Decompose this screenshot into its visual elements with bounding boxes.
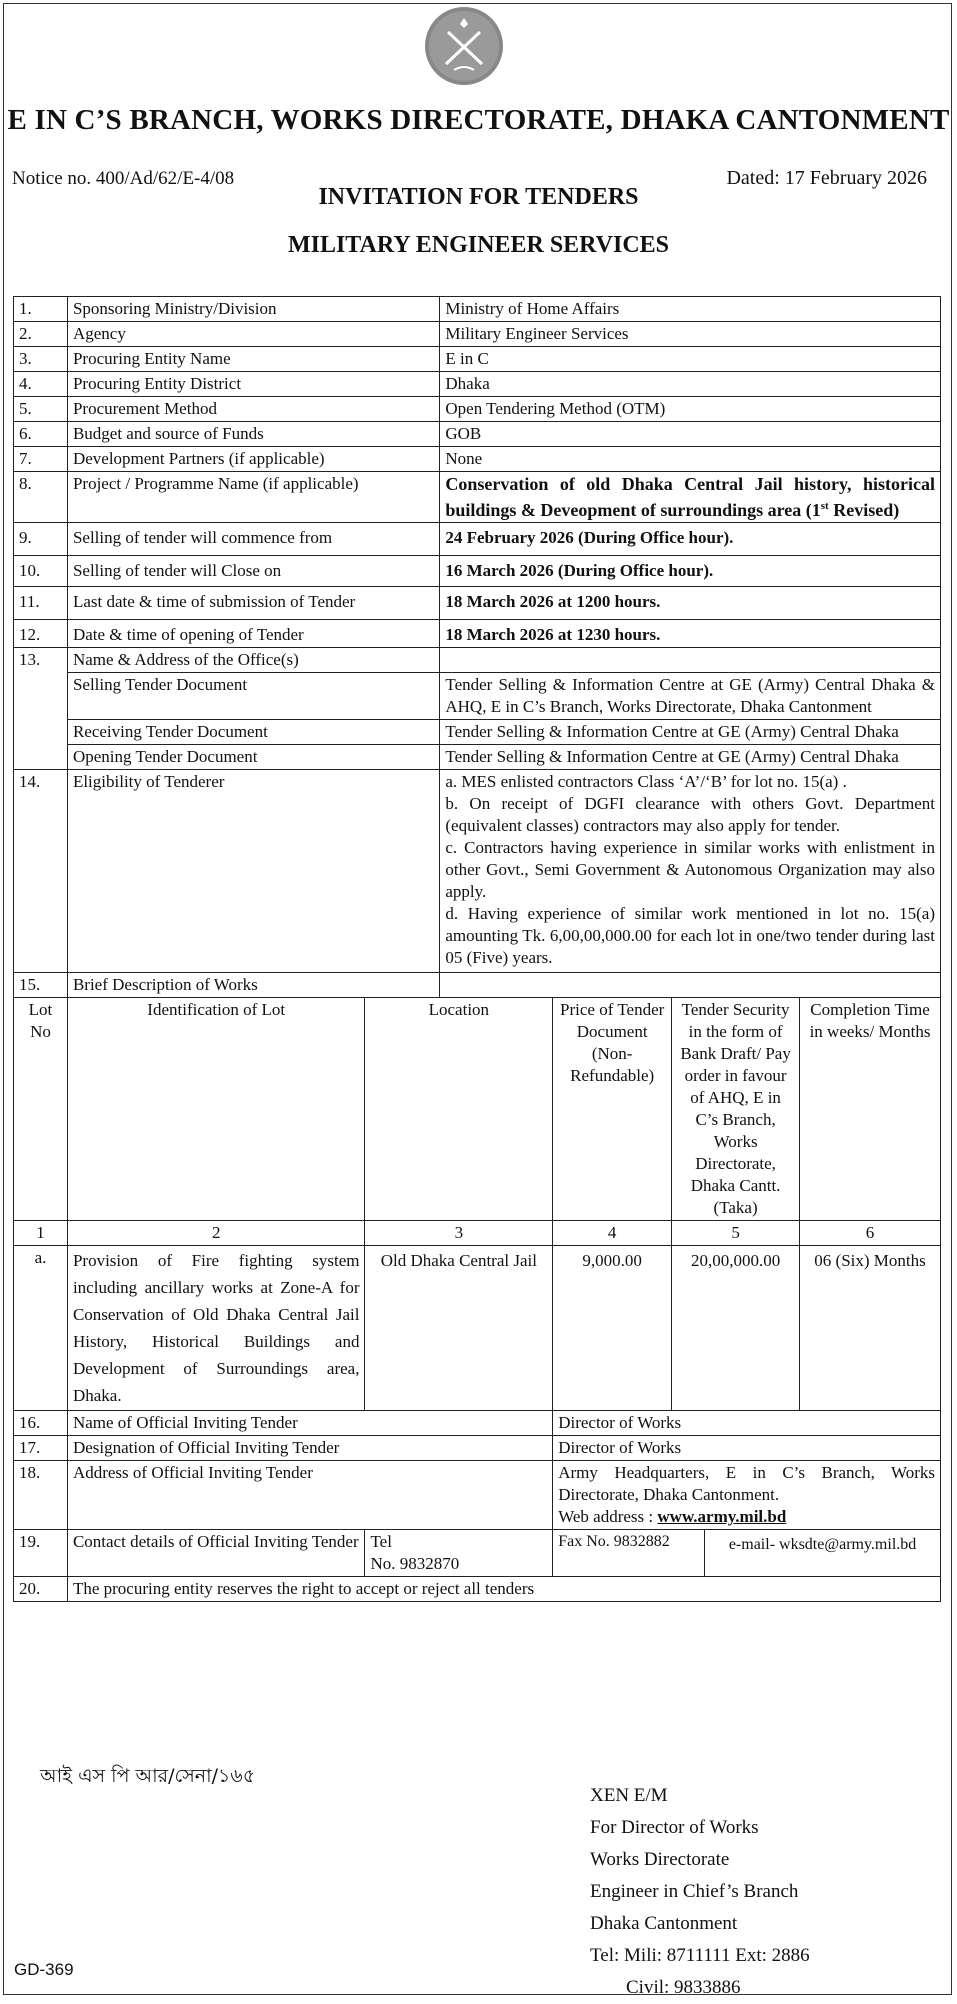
page-title: INVITATION FOR TENDERS: [318, 184, 639, 210]
table-row: 2. Agency Military Engineer Services: [14, 322, 941, 347]
notice-number: Notice no. 400/Ad/62/E-4/08: [12, 168, 235, 189]
table-row: 5. Procurement Method Open Tendering Method (OTM): [14, 397, 941, 422]
project-name: Conservation of old Dhaka Central Jail history, historical buildings & Deveopment of surroundings area (1st Revised): [440, 472, 941, 523]
table-row: 7. Development Partners (if applicable) None: [14, 447, 941, 472]
table-row: 19. Contact details of Official Inviting Tender Tel No. 9832870 Fax No. 9832882 e-mail- wksdte@army.mil.bd: [14, 1530, 941, 1577]
table-row: 20. The procuring entity reserves the right to accept or reject all tenders: [14, 1577, 941, 1602]
ispr-code: আই এস পি আর/সেনা/১৬৫: [40, 1765, 256, 1787]
lot-header-row: Lot No Identification of Lot Location Price of Tender Document (Non-Refundable) Tender Security in the form of Bank Draft/ Pay order in favour of AHQ, E in C’s Branch, Works Directorate, Dhaka Cantt. (Taka) Completion Time in weeks/ Months: [14, 998, 941, 1221]
table-row: Selling Tender Document Tender Selling & Information Centre at GE (Army) Central Dhaka & AHQ, E in C’s Branch, Works Directorate, Dhaka Cantonment: [14, 673, 941, 720]
table-row: 15. Brief Description of Works: [14, 973, 941, 998]
page-subtitle: MILITARY ENGINEER SERVICES: [287, 232, 670, 258]
table-row: 6. Budget and source of Funds GOB: [14, 422, 941, 447]
web-address-link[interactable]: www.army.mil.bd: [657, 1507, 787, 1526]
table-row: 13. Name & Address of the Office(s): [14, 648, 941, 673]
tender-table: [13, 296, 941, 1602]
table-row: 14. Eligibility of Tenderer a. MES enlisted contractors Class ‘A’/‘B’ for lot no. 15(a) . b. On receipt of DGFI clearance with others Govt. Department (equivalent classes) contractors may also apply for tender. c. Contractors having experience in similar works with enlistment in other Govt., Semi Government & Autonomous Organization may also apply. d. Having experience of similar work mentioned in lot no. 15(a) amounting Tk. 6,00,00,000.00 for each lot in one/two tender during last 05 (Five) years.: [14, 770, 941, 973]
table-row: 12. Date & time of opening of Tender 18 March 2026 at 1230 hours.: [14, 620, 941, 648]
table-row: 4. Procuring Entity District Dhaka: [14, 372, 941, 397]
table-row: 17. Designation of Official Inviting Tender Director of Works: [14, 1436, 941, 1461]
lot-number-row: 1 2 3 4 5 6: [14, 1221, 941, 1246]
notice-date: Dated: 17 February 2026: [726, 167, 927, 189]
table-row: 9. Selling of tender will commence from 24 February 2026 (During Office hour).: [14, 523, 941, 556]
table-row: 11. Last date & time of submission of Tender 18 March 2026 at 1200 hours.: [14, 587, 941, 620]
table-row: Opening Tender Document Tender Selling & Information Centre at GE (Army) Central Dhaka: [14, 745, 941, 770]
table-row: 10. Selling of tender will Close on 16 March 2026 (During Office hour).: [14, 556, 941, 587]
office-title: E IN C’S BRANCH, WORKS DIRECTORATE, DHAKA CANTONMENT: [7, 104, 950, 136]
table-row: 8. Project / Programme Name (if applicable) Conservation of old Dhaka Central Jail history, historical buildings & Deveopment of surroundings area (1st Revised): [14, 472, 941, 523]
table-row: 16. Name of Official Inviting Tender Director of Works: [14, 1411, 941, 1436]
table-row: 3. Procuring Entity Name E in C: [14, 347, 941, 372]
signature-block: XEN E/M For Director of Works Works Directorate Engineer in Chief’s Branch Dhaka Cantonment Tel: Mili: 8711111 Ext: 2886 Civil: 9833886: [590, 1785, 810, 1998]
document-code: GD-369: [14, 1960, 74, 1979]
army-emblem-icon: [424, 6, 504, 86]
eligibility-list: a. MES enlisted contractors Class ‘A’/‘B’ for lot no. 15(a) . b. On receipt of DGFI clearance with others Govt. Department (equivalent classes) contractors may also apply for tender. c. Contractors having experience in similar works with enlistment in other Govt., Semi Government & Autonomous Organization may also apply. d. Having experience of similar work mentioned in lot no. 15(a) amounting Tk. 6,00,00,000.00 for each lot in one/two tender during last 05 (Five) years.: [440, 770, 941, 973]
table-row: Receiving Tender Document Tender Selling & Information Centre at GE (Army) Central Dhaka: [14, 720, 941, 745]
lot-row: a. Provision of Fire fighting system including ancillary works at Zone-A for Conservation of Old Dhaka Central Jail History, Historical Buildings and Development of Surroundings area, Dhaka. Old Dhaka Central Jail 9,000.00 20,00,000.00 06 (Six) Months: [14, 1246, 941, 1411]
table-row: 18. Address of Official Inviting Tender Army Headquarters, E in C’s Branch, Works Directorate, Dhaka Cantonment. Web address : www.army.mil.bd: [14, 1461, 941, 1530]
table-row: 1. Sponsoring Ministry/Division Ministry of Home Affairs: [14, 297, 941, 322]
